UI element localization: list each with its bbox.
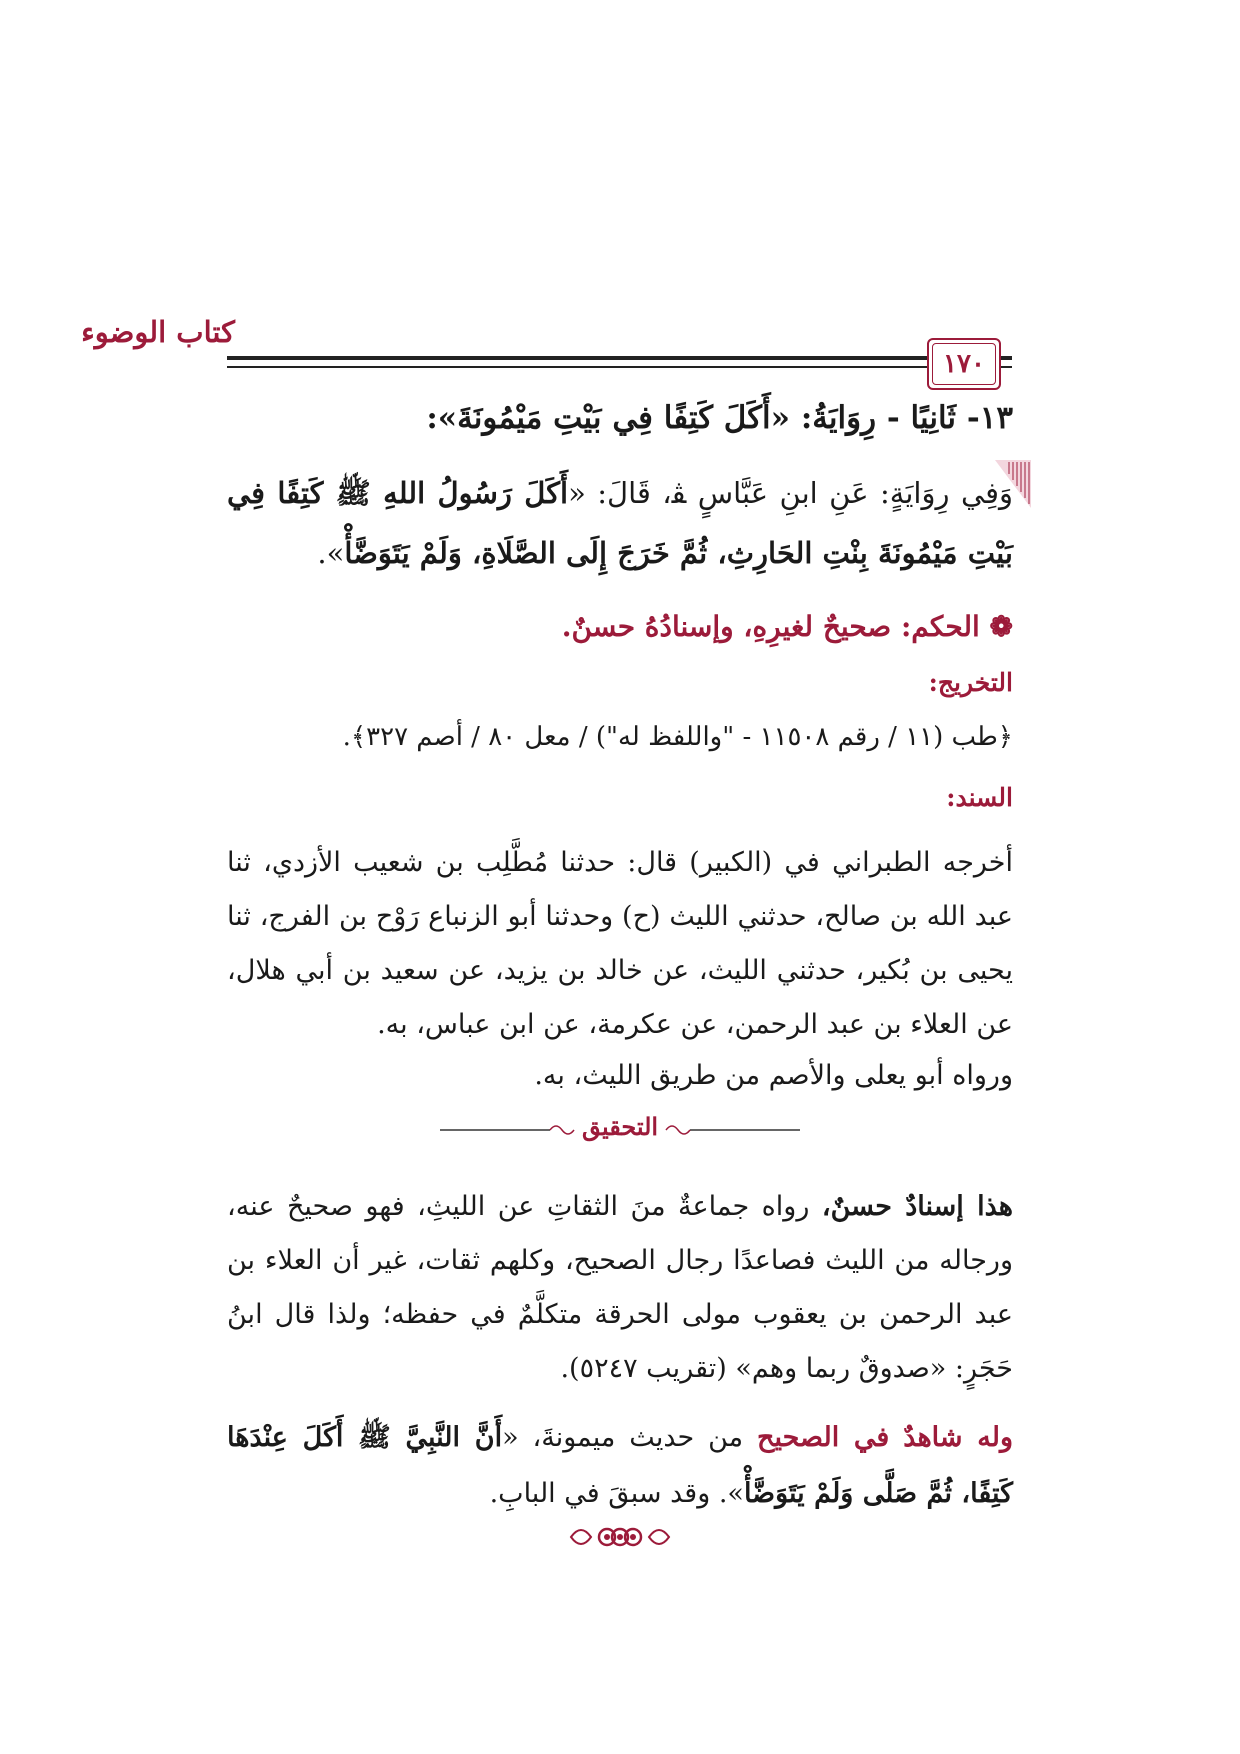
narration-matn: أَكَلَ رَسُولُ اللهِ ﷺ كَتِفًا فِي بَيْتِ مَيْمُونَةَ بِنْتِ الحَارِثِ، ثُمَّ خَرَجَ إِلَى الصَّلَاةِ، وَلَمْ يَتَوَضَّأْ xyxy=(227,476,1013,570)
takhrij-label: التخريج: xyxy=(928,668,1013,697)
shahid-source: في الصحيح xyxy=(757,1422,890,1453)
tahqiq-title: التحقيق xyxy=(581,1112,659,1141)
tahqiq-lead: هذا إسنادٌ حسنٌ، xyxy=(821,1191,1013,1222)
ruling-icon: ❁ xyxy=(979,610,1013,643)
header-rule-bottom xyxy=(227,366,1012,368)
shahid-matn: أَنَّ النَّبِيَّ ﷺ أَكَلَ عِنْدَهَا كَتِفًا، ثُمَّ صَلَّى وَلَمْ يَتَوَضَّأْ xyxy=(227,1422,1013,1509)
hadith-heading: ١٣- ثَانِيًا - رِوَايَةُ: «أَكَلَ كَتِفًا فِي بَيْتِ مَيْمُونَةَ»: xyxy=(426,400,1013,436)
narration-paragraph xyxy=(227,463,1013,583)
shahid-end: ». وقد سبقَ في البابِ. xyxy=(489,1478,744,1509)
tahqiq-paragraph xyxy=(227,1180,1013,1396)
end-ornament-icon xyxy=(567,1520,673,1554)
shahid-paragraph xyxy=(227,1410,1013,1522)
sanad-label: السند: xyxy=(946,783,1013,812)
tahqiq-body: رواه جماعةٌ منَ الثقاتِ عن الليثِ، فهو صحيحٌ عنه، ورجاله من الليث فصاعدًا رجال الصحيح، وكلهم ثقات، غير أن العلاء بن عبد الرحمن بن يعقوب مولى الحرقة متكلَّمٌ في حفظه؛ ولذا قال ابنُ حَجَرٍ: «صدوقٌ ربما وهم» (تقريب ٥٢٤٧). xyxy=(227,1191,1013,1384)
ruling-line xyxy=(227,610,1013,643)
takhrij-references: ﴿طب (١١ / رقم ١١٥٠٨ - "واللفظ له") / معل ٨٠ / أصم ٣٢٧﴾. xyxy=(342,722,1013,752)
page-number-frame xyxy=(927,338,1001,390)
shahid-mid: من حديث ميمونةَ، « xyxy=(502,1422,758,1453)
book-title: كتاب الوضوء xyxy=(81,315,235,349)
sanad-paragraph: أخرجه الطبراني في (الكبير) قال: حدثنا مُطَّلِب بن شعيب الأزدي، ثنا عبد الله بن صالح، حدثني الليث (ح) وحدثنا أبو الزنباع رَوْح بن الفرج، ثنا يحيى بن بُكير، حدثني الليث، عن خالد بن يزيد، عن سعيد بن أبي هلال، عن العلاء بن عبد الرحمن، عن عكرمة، عن ابن عباس، به. xyxy=(227,847,1013,1040)
narration-end: ». xyxy=(317,536,345,570)
ruling-label: الحكم: xyxy=(900,610,980,643)
page-number: ١٧٠ xyxy=(932,343,996,385)
ruling-text: صحيحٌ لغيرِهِ، وإسنادُهُ حسنٌ. xyxy=(561,610,892,643)
shahid-lead: وله شاهدٌ xyxy=(903,1422,1013,1453)
rawah-line: ورواه أبو يعلى والأصم من طريق الليث، به. xyxy=(534,1060,1013,1091)
narration-intro: وَفِي رِوَايَةٍ: عَنِ ابنِ عَبَّاسٍ ﭭ، قَالَ: « xyxy=(568,476,1013,510)
header-rule-top xyxy=(227,356,1012,360)
